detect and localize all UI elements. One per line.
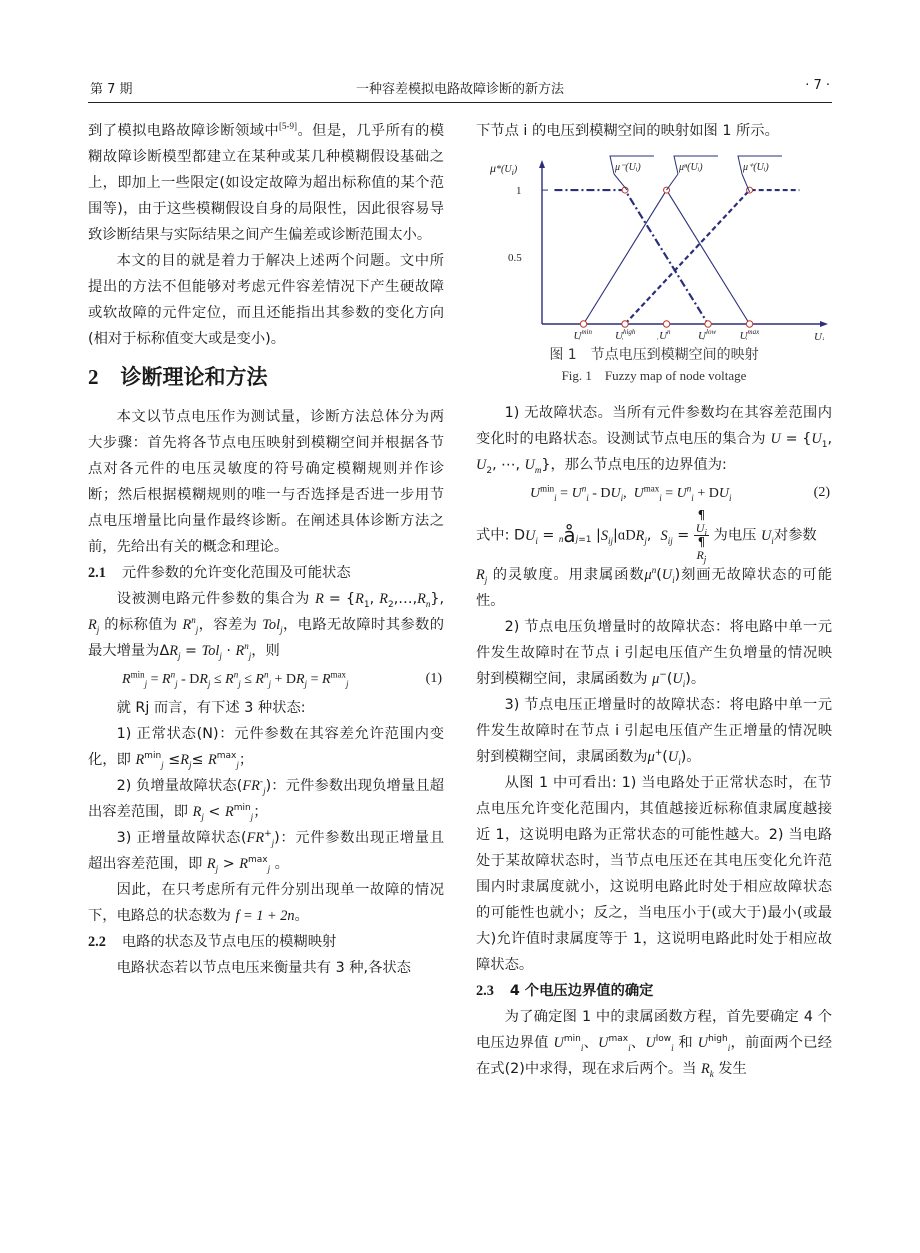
header-rule [88,102,832,103]
x-tick-low-marker [705,321,711,327]
y-axis-title: $\mu*(U_i^)$ [490,161,518,177]
legend-1-label: μ⁻(Uᵢ) [615,162,641,173]
legend-3-pointer [742,174,750,192]
figure-caption-cn: 图 1 节点电压到模糊空间的映射 [549,347,759,363]
paragraph-figure-analysis: 从图 1 中可看出: 1) 当电路处于正常状态时，在节点电压允许变化范围内，其值越接近标称值隶属度越接近 1，这说明电路为正常状态的可能性越大。2) 当电路处于某故障状态时，当节点电压还在其电压变化允许范围内时隶属度就小，这说明电路此时处于相应故障状态的可能性也就小；反之，当电压小于(或大于)最小(或最大)允许值时隶属度等于 1，这说明电路此时处于相应故障状态。 [476,775,832,973]
state-negative-fault: 2) 负增量故障状态$(FR^-_j)$：元件参数出现负增量且超出容差范围，即 $R_j < R^{min}_j$； [88,777,445,822]
figure-caption-en: Fig. 1 Fuzzy map of node voltage [561,368,747,383]
x-axis-arrow [820,321,828,327]
section-heading-2: 2 诊断理论和方法 [88,365,268,389]
paragraph-parameter-set: 设被测电路元件参数的集合为 $R = \{R_1$, $R_2,\dots,R_n$}, $R_j$ 的标称值为 $R^n_j$，容差为 Tol$_j$，电路无故障时其参数的最大增量为$\Delta R_j = Tol_j \cdot R^n_j$，则 [88,591,445,661]
y-axis-arrow [539,160,545,168]
series-3-line [625,190,799,324]
left-column [88,118,444,981]
running-title: 一种容差模拟电路故障诊断的新方法 [355,82,564,97]
x-axis-title: U [814,331,822,340]
legend-1-pointer [614,174,627,190]
equation-2: $U^{min}_i = U^n_i - DU_i$, $U^{max}_i = U^n_i + DU_i$ (2) [530,483,830,503]
paragraph-total-states: 因此，在只考虑所有元件分别出现单一故障的情况下，电路总的状态数为 f = 1 + 2n。 [88,882,444,924]
x-tick-min-label: $U^{min}$ [573,328,592,340]
paragraph-method-overview: 本文以节点电压作为测试量，诊断方法总体分为两大步骤：首先将各节点电压映射到模糊空间并根据各节点对各元件的电压灵敏度的符号确定模糊规则并作诊断；然后根据模糊规则的唯一与否选择是否进一步用节点电压增量比向量作最终诊断。在阐述具体诊断方法之前，先给出有关的概念和理论。 [88,409,444,555]
paragraph-circuit-states: 电路状态若以节点电压来衡量共有 3 种,各状态 [116,960,411,976]
journal-issue: 第 7 期 [90,82,133,97]
page-number: · 7 · [805,78,830,93]
subsection-heading-2-3: 2.3 4 个电压边界值的确定 [476,983,654,999]
legend-2-pointer [667,174,678,190]
x-tick-high-label: $U^{high}$ [615,328,636,340]
paragraph-three-states: 就 Rj 而言，有下述 3 种状态: [116,700,306,716]
subsection-heading-2-2: 2.2 电路的状态及节点电压的模糊映射 [88,934,337,950]
x-tick-max-marker [746,321,752,327]
figure-1 [476,150,832,340]
x-tick-min-marker [580,321,586,327]
paragraph-no-fault: 1) 无故障状态。当所有元件参数均在其容差范围内变化时的电路状态。设测试节点电压的集合为 $U = \{U_1$, $U_2$, ⋯, $U_m$}，那么节点电压的边界值为: [476,405,833,476]
paragraph-intro: 到了模拟电路故障诊断领域中[5-9]。但是，几乎所有的模糊故障诊断模型都建立在某种或某几种模糊假设基础之上，即加上一些限定(如设定故障为超出标称值的某个范围等)，由于这些模糊假设自身的局限性，因此很容易导致诊断结果与实际结果之间产生偏差或诊断范围太小。 [88,121,445,243]
x-tick-max-label: $U^{max}$ [739,328,760,340]
paragraph-negative-increment: 2) 节点电压负增量时的故障状态：将电路中单一元件发生故障时在节点 i 引起电压值产生负增量的情况映射到模糊空间，隶属函数为 $\mu^-(U_i)$。 [476,619,832,689]
equation-1: $R^{min}_j = R^n_j - DR_j \le R^n_j \le R^n_j + DR_j = R^{max}_j$ (1) [122,669,442,689]
paragraph-sensitivity: 式中: $DU_i$ = nåj=1 $|S_{ij}|ɑDR_j$, $S_{ij}$ = ¶ $U_i$ ¶ $R_j$ 为电压 $U_i$对参数 [476,508,817,565]
x-tick-high-marker [622,321,628,327]
x-tick-n-marker [663,321,669,327]
x-tick-n-label: $U^n$ [659,328,671,340]
y-tick-1: 1 [516,185,522,198]
paragraph-mapping-intro: 下节点 i 的电压到模糊空间的映射如图 1 所示。 [476,123,779,139]
x-tick-low-label: $U^{low}$ [698,328,717,340]
series-1-line [554,190,708,324]
legend-2-label: μⁿ(Uᵢ) [679,162,703,173]
state-normal: 1) 正常状态(N)：元件参数在其容差允许范围内变化，即 $R^{min}_j \le R_j\le R^{max}_j$； [88,726,444,770]
fuzzy-map-chart [476,150,832,340]
right-column [476,118,832,1082]
legend-3-label: μ⁺(Uᵢ) [743,162,769,173]
paragraph-positive-increment: 3) 节点电压正增量时的故障状态：将电路中单一元件发生故障时在节点 i 引起电压值产生正增量的情况映射到模糊空间，隶属函数为$\mu^+(U_i)$。 [476,697,832,767]
paragraph-sensitivity-cont: $R_j$ 的灵敏度。用隶属函数$\mu^n(U_i)$刻画无故障状态的可能性。 [476,565,833,609]
state-positive-fault: 3) 正增量故障状态$(FR^+_j)$：元件参数出现正增量且超出容差范围，即 $R_j > R^{max}_j$ 。 [88,829,445,874]
y-tick-0-5: 0.5 [508,252,522,265]
subsection-heading-2-1: 2.1 元件参数的允许变化范围及可能状态 [88,565,351,581]
paragraph-aim: 本文的目的就是着力于解决上述两个问题。文中所提出的方法不但能够对考虑元件容差情况下产生硬故障或软故障的元件定位，而且还能指出其参数的变化方向(相对于标称值变大或是变小)。 [88,253,444,347]
paragraph-boundaries: 为了确定图 1 中的隶属函数方程，首先要确定 4 个电压边界值 $U^{min}_i$、$U^{max}_i$、$U^{low}_i$ 和 $U^{high}_i$，前面两个已经在式(2)中求得，现在求后两个。当 $R_k$ 发生 [476,1009,833,1079]
